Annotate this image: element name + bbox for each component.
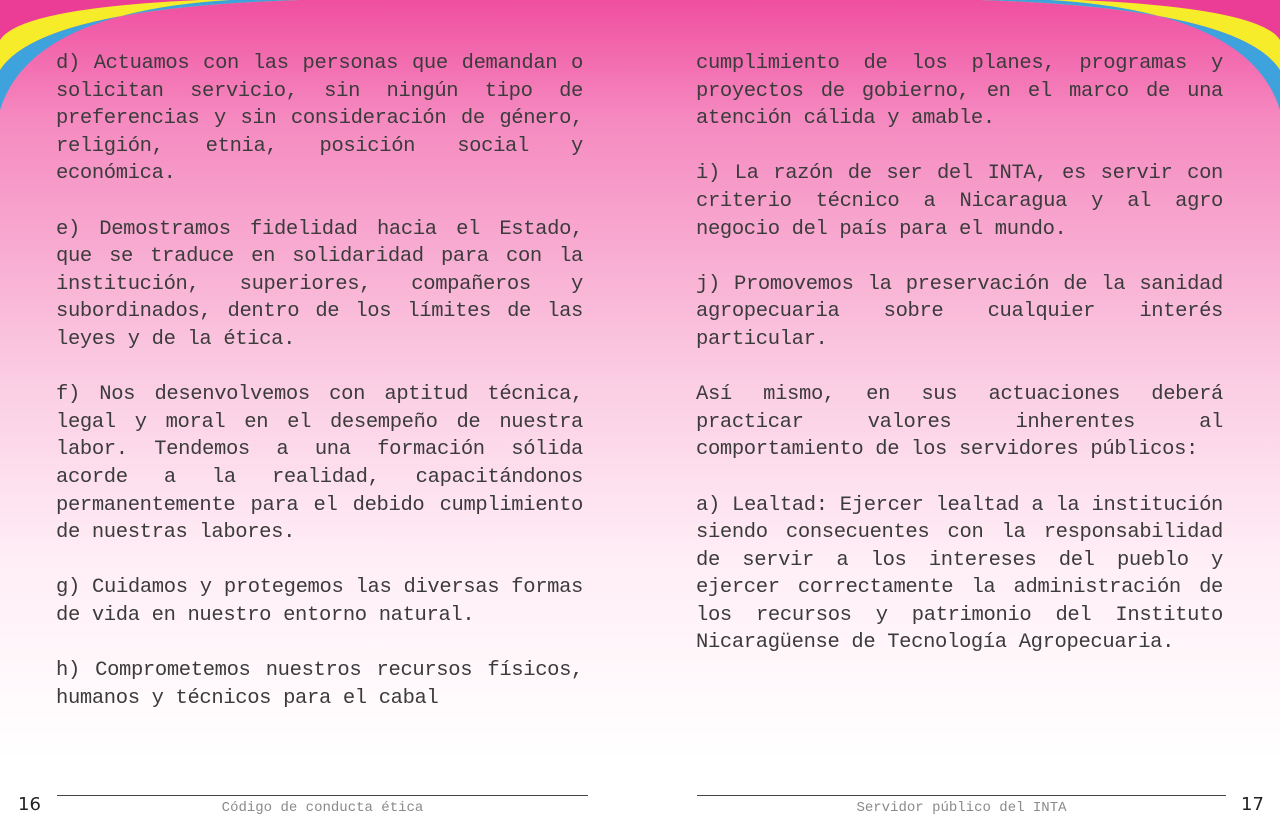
left-page-number: 16: [18, 794, 41, 815]
paragraph-h: h) Comprometemos nuestros recursos físicos, humanos y técnicos para el cabal: [56, 659, 583, 710]
paragraph-h-continued: cumplimiento de los planes, programas y proyectos de gobierno, en el marco de una atención cálida y amable.: [696, 52, 1223, 131]
left-footer-title: Código de conducta ética: [221, 800, 424, 816]
paragraph-g: g) Cuidamos y protegemos las diversas formas de vida en nuestro entorno natural.: [56, 576, 583, 627]
left-footer-rule: [57, 795, 588, 796]
right-page-body: [696, 50, 1223, 685]
paragraph-f: f) Nos desenvolvemos con aptitud técnica, legal y moral en el desempeño de nuestra labor. Tendemos a una formación sólida acorde a la realidad, capacitándonos permanentemente para el debido cumplimiento de nuestras labores.: [56, 383, 583, 545]
paragraph-i: i) La razón de ser del INTA, es servir con criterio técnico a Nicaragua y al agro negocio del país para el mundo.: [696, 162, 1223, 241]
paragraph-j: j) Promovemos la preservación de la sanidad agropecuaria sobre cualquier interés particular.: [696, 272, 1223, 351]
right-footer-rule: [697, 795, 1226, 796]
right-page-number: 17: [1241, 794, 1264, 815]
left-page-body: [56, 50, 583, 740]
right-footer-title: Servidor público del INTA: [856, 800, 1067, 816]
paragraph-d: d) Actuamos con las personas que demandan o solicitan servicio, sin ningún tipo de preferencias y sin consideración de género, religión, etnia, posición social y económica.: [56, 52, 583, 186]
paragraph-lealtad: a) Lealtad: Ejercer lealtad a la institución siendo consecuentes con la responsabilidad de servir a los intereses del pueblo y ejercer correctamente la administración de los recursos y patrimonio del Instituto Nicaragüense de Tecnología Agropecuaria.: [696, 493, 1223, 655]
paragraph-values-intro: Así mismo, en sus actuaciones deberá practicar valores inherentes al comportamiento de los servidores públicos:: [696, 383, 1223, 462]
paragraph-e: e) Demostramos fidelidad hacia el Estado, que se traduce en solidaridad para con la institución, superiores, compañeros y subordinados, dentro de los límites de las leyes y de la ética.: [56, 217, 583, 351]
